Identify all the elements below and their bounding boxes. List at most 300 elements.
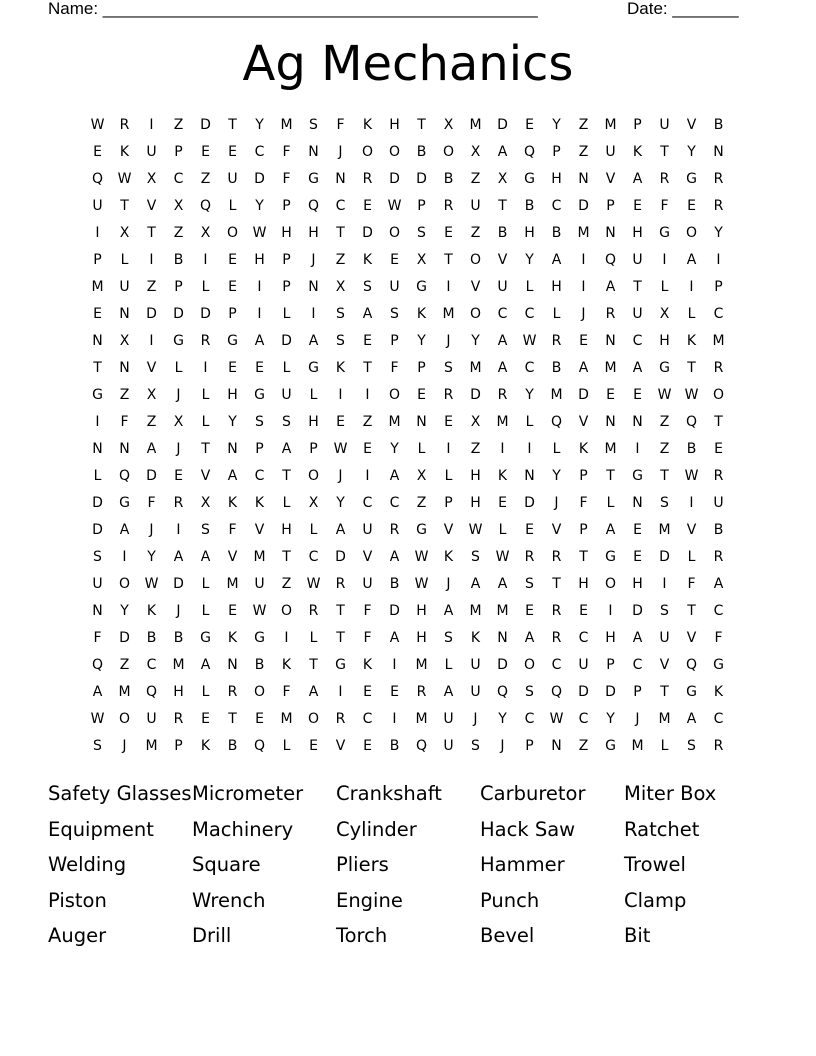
grid-letter[interactable]: Z (146, 414, 157, 430)
grid-letter[interactable]: Y (147, 549, 156, 565)
grid-letter[interactable]: H (389, 117, 400, 133)
grid-letter[interactable]: K (281, 657, 292, 673)
grid-letter[interactable]: X (173, 198, 184, 214)
grid-letter[interactable]: I (635, 441, 640, 457)
grid-letter[interactable]: I (311, 306, 316, 322)
grid-letter[interactable]: A (551, 252, 562, 268)
grid-letter[interactable]: Z (200, 171, 211, 187)
grid-letter[interactable]: I (500, 441, 505, 457)
grid-letter[interactable]: H (416, 630, 427, 646)
grid-letter[interactable]: E (255, 360, 264, 376)
grid-letter[interactable]: G (335, 657, 346, 673)
grid-letter[interactable]: C (389, 495, 400, 511)
grid-letter[interactable]: L (309, 387, 318, 403)
grid-letter[interactable]: B (524, 198, 535, 214)
grid-letter[interactable]: Y (552, 117, 561, 133)
grid-letter[interactable]: N (416, 414, 427, 430)
grid-letter[interactable]: F (714, 630, 723, 646)
grid-letter[interactable]: K (497, 468, 508, 484)
grid-letter[interactable]: I (446, 441, 451, 457)
grid-letter[interactable]: T (93, 360, 102, 376)
grid-letter[interactable]: L (282, 738, 291, 754)
grid-letter[interactable]: Z (362, 414, 373, 430)
grid-letter[interactable]: K (578, 441, 589, 457)
grid-letter[interactable]: V (200, 468, 211, 484)
grid-letter[interactable]: F (282, 144, 291, 160)
grid-letter[interactable]: E (525, 522, 534, 538)
grid-letter[interactable]: T (660, 684, 669, 700)
grid-letter[interactable]: W (522, 333, 537, 349)
grid-letter[interactable]: L (606, 495, 615, 511)
grid-letter[interactable]: P (606, 657, 615, 673)
grid-letter[interactable]: N (605, 225, 616, 241)
grid-letter[interactable]: V (605, 171, 616, 187)
grid-letter[interactable]: K (119, 144, 130, 160)
grid-letter[interactable]: T (228, 117, 237, 133)
grid-letter[interactable]: J (338, 144, 343, 160)
grid-letter[interactable]: A (632, 171, 643, 187)
grid-letter[interactable]: I (257, 279, 262, 295)
grid-letter[interactable]: W (252, 603, 267, 619)
grid-letter[interactable]: H (281, 522, 292, 538)
grid-letter[interactable]: U (389, 279, 400, 295)
grid-letter[interactable]: H (416, 603, 427, 619)
grid-letter[interactable]: G (173, 333, 184, 349)
grid-letter[interactable]: J (446, 576, 451, 592)
grid-letter[interactable]: A (443, 603, 454, 619)
grid-letter[interactable]: V (227, 549, 238, 565)
grid-letter[interactable]: C (524, 306, 535, 322)
grid-letter[interactable]: U (254, 576, 265, 592)
grid-letter[interactable]: P (606, 198, 615, 214)
grid-letter[interactable]: U (470, 657, 481, 673)
grid-letter[interactable]: Y (606, 711, 615, 727)
grid-letter[interactable]: W (657, 387, 672, 403)
grid-letter[interactable]: G (254, 630, 265, 646)
grid-letter[interactable]: W (549, 711, 564, 727)
grid-letter[interactable]: K (146, 603, 157, 619)
grid-letter[interactable]: P (444, 495, 453, 511)
grid-letter[interactable]: F (282, 684, 291, 700)
grid-letter[interactable]: B (173, 252, 184, 268)
grid-letter[interactable]: E (174, 468, 183, 484)
grid-letter[interactable]: G (659, 225, 670, 241)
grid-letter[interactable]: E (363, 333, 372, 349)
grid-letter[interactable]: C (308, 549, 319, 565)
grid-letter[interactable]: R (605, 306, 616, 322)
grid-letter[interactable]: P (714, 279, 723, 295)
grid-letter[interactable]: B (146, 630, 157, 646)
grid-letter[interactable]: D (389, 603, 400, 619)
grid-letter[interactable]: M (280, 117, 293, 133)
grid-letter[interactable]: C (497, 306, 508, 322)
grid-letter[interactable]: G (632, 468, 643, 484)
grid-letter[interactable]: E (579, 603, 588, 619)
grid-letter[interactable]: A (254, 333, 265, 349)
grid-letter[interactable]: F (147, 495, 156, 511)
grid-letter[interactable]: S (93, 549, 102, 565)
grid-letter[interactable]: G (308, 360, 319, 376)
grid-letter[interactable]: X (173, 414, 184, 430)
grid-letter[interactable]: I (392, 657, 397, 673)
grid-letter[interactable]: F (660, 198, 669, 214)
grid-letter[interactable]: R (227, 684, 238, 700)
grid-letter[interactable]: C (362, 495, 373, 511)
grid-letter[interactable]: A (227, 468, 238, 484)
grid-letter[interactable]: L (201, 279, 210, 295)
grid-letter[interactable]: P (309, 441, 318, 457)
grid-letter[interactable]: V (362, 549, 373, 565)
grid-letter[interactable]: G (605, 549, 616, 565)
grid-letter[interactable]: S (363, 279, 372, 295)
grid-letter[interactable]: G (416, 279, 427, 295)
grid-letter[interactable]: Y (120, 603, 129, 619)
grid-letter[interactable]: Y (228, 414, 237, 430)
grid-letter[interactable]: J (581, 306, 586, 322)
grid-letter[interactable]: D (281, 333, 292, 349)
grid-letter[interactable]: E (390, 684, 399, 700)
grid-letter[interactable]: E (525, 603, 534, 619)
grid-letter[interactable]: N (227, 441, 238, 457)
grid-letter[interactable]: D (578, 387, 589, 403)
grid-letter[interactable]: U (470, 684, 481, 700)
grid-letter[interactable]: X (200, 495, 211, 511)
grid-letter[interactable]: M (658, 522, 671, 538)
grid-letter[interactable]: M (604, 117, 617, 133)
grid-letter[interactable]: C (632, 657, 643, 673)
grid-letter[interactable]: R (713, 738, 724, 754)
grid-letter[interactable]: F (390, 360, 399, 376)
grid-letter[interactable]: A (146, 441, 157, 457)
grid-letter[interactable]: O (388, 225, 401, 241)
grid-letter[interactable]: I (95, 414, 100, 430)
grid-letter[interactable]: L (687, 306, 696, 322)
grid-letter[interactable]: F (93, 630, 102, 646)
grid-letter[interactable]: S (660, 603, 669, 619)
grid-letter[interactable]: G (119, 495, 130, 511)
grid-letter[interactable]: L (687, 549, 696, 565)
grid-letter[interactable]: E (255, 711, 264, 727)
grid-letter[interactable]: M (604, 441, 617, 457)
grid-letter[interactable]: Q (199, 198, 212, 214)
grid-letter[interactable]: R (713, 360, 724, 376)
grid-letter[interactable]: Y (525, 387, 534, 403)
grid-letter[interactable]: L (498, 522, 507, 538)
grid-letter[interactable]: G (686, 171, 697, 187)
grid-letter[interactable]: Y (417, 333, 426, 349)
grid-letter[interactable]: K (443, 549, 454, 565)
grid-letter[interactable]: Q (118, 468, 131, 484)
grid-letter[interactable]: K (362, 117, 373, 133)
grid-letter[interactable]: O (442, 144, 455, 160)
grid-letter[interactable]: T (282, 549, 291, 565)
grid-letter[interactable]: X (335, 279, 346, 295)
grid-letter[interactable]: T (687, 360, 696, 376)
grid-letter[interactable]: J (176, 387, 181, 403)
grid-letter[interactable]: X (443, 117, 454, 133)
grid-letter[interactable]: V (497, 252, 508, 268)
grid-letter[interactable]: E (363, 684, 372, 700)
grid-letter[interactable]: I (122, 549, 127, 565)
grid-letter[interactable]: I (392, 711, 397, 727)
grid-letter[interactable]: S (525, 576, 534, 592)
grid-letter[interactable]: Z (470, 171, 481, 187)
grid-letter[interactable]: D (92, 522, 103, 538)
grid-letter[interactable]: L (201, 684, 210, 700)
grid-letter[interactable]: E (606, 387, 615, 403)
grid-letter[interactable]: J (554, 495, 559, 511)
grid-letter[interactable]: S (471, 549, 480, 565)
grid-letter[interactable]: I (149, 333, 154, 349)
grid-letter[interactable]: L (93, 468, 102, 484)
grid-letter[interactable]: C (632, 333, 643, 349)
grid-letter[interactable]: X (146, 171, 157, 187)
grid-letter[interactable]: H (254, 252, 265, 268)
grid-letter[interactable]: Z (659, 441, 670, 457)
grid-letter[interactable]: Z (119, 387, 130, 403)
grid-letter[interactable]: J (338, 468, 343, 484)
grid-letter[interactable]: W (90, 117, 105, 133)
grid-letter[interactable]: D (470, 387, 481, 403)
grid-letter[interactable]: U (497, 279, 508, 295)
grid-letter[interactable]: E (228, 360, 237, 376)
grid-letter[interactable]: T (120, 198, 129, 214)
grid-letter[interactable]: E (336, 414, 345, 430)
grid-letter[interactable]: N (632, 495, 643, 511)
grid-letter[interactable]: D (578, 198, 589, 214)
grid-letter[interactable]: B (173, 630, 184, 646)
grid-letter[interactable]: K (254, 495, 265, 511)
grid-letter[interactable]: I (365, 387, 370, 403)
grid-letter[interactable]: A (200, 657, 211, 673)
grid-letter[interactable]: R (443, 198, 454, 214)
grid-letter[interactable]: Y (714, 225, 723, 241)
grid-letter[interactable]: D (200, 306, 211, 322)
grid-letter[interactable]: J (149, 522, 154, 538)
grid-letter[interactable]: X (200, 225, 211, 241)
grid-letter[interactable]: O (469, 306, 482, 322)
grid-letter[interactable]: K (335, 360, 346, 376)
grid-letter[interactable]: A (524, 630, 535, 646)
grid-letter[interactable]: I (203, 360, 208, 376)
grid-letter[interactable]: E (417, 387, 426, 403)
grid-letter[interactable]: E (201, 144, 210, 160)
grid-letter[interactable]: Q (91, 657, 104, 673)
grid-letter[interactable]: M (253, 549, 266, 565)
grid-letter[interactable]: H (578, 576, 589, 592)
grid-letter[interactable]: I (176, 522, 181, 538)
grid-letter[interactable]: Q (415, 738, 428, 754)
grid-letter[interactable]: A (497, 144, 508, 160)
grid-letter[interactable]: J (500, 738, 505, 754)
grid-letter[interactable]: X (308, 495, 319, 511)
grid-letter[interactable]: S (201, 522, 210, 538)
grid-letter[interactable]: N (92, 333, 103, 349)
grid-letter[interactable]: Y (525, 252, 534, 268)
grid-letter[interactable]: R (713, 198, 724, 214)
grid-letter[interactable]: A (281, 441, 292, 457)
date-field[interactable]: Date: _______ (627, 0, 739, 18)
grid-letter[interactable]: P (93, 252, 102, 268)
grid-letter[interactable]: A (119, 522, 130, 538)
grid-letter[interactable]: L (552, 306, 561, 322)
grid-letter[interactable]: A (632, 630, 643, 646)
grid-letter[interactable]: O (253, 684, 266, 700)
grid-letter[interactable]: V (146, 360, 157, 376)
grid-letter[interactable]: N (605, 333, 616, 349)
grid-letter[interactable]: A (686, 711, 697, 727)
grid-letter[interactable]: S (687, 738, 696, 754)
grid-letter[interactable]: J (311, 252, 316, 268)
grid-letter[interactable]: W (468, 522, 483, 538)
grid-letter[interactable]: P (417, 360, 426, 376)
grid-letter[interactable]: S (444, 630, 453, 646)
grid-letter[interactable]: L (417, 441, 426, 457)
grid-letter[interactable]: O (712, 387, 725, 403)
grid-letter[interactable]: K (362, 252, 373, 268)
grid-letter[interactable]: M (415, 711, 428, 727)
grid-letter[interactable]: G (416, 522, 427, 538)
grid-letter[interactable]: O (280, 603, 293, 619)
grid-letter[interactable]: I (149, 252, 154, 268)
grid-letter[interactable]: U (362, 522, 373, 538)
grid-letter[interactable]: T (660, 468, 669, 484)
grid-letter[interactable]: F (120, 414, 129, 430)
grid-letter[interactable]: I (203, 252, 208, 268)
grid-letter[interactable]: M (91, 279, 104, 295)
grid-letter[interactable]: I (149, 117, 154, 133)
grid-letter[interactable]: E (390, 252, 399, 268)
grid-letter[interactable]: E (309, 738, 318, 754)
grid-letter[interactable]: W (90, 711, 105, 727)
grid-letter[interactable]: V (686, 117, 697, 133)
grid-letter[interactable]: Z (578, 117, 589, 133)
grid-letter[interactable]: S (471, 738, 480, 754)
grid-letter[interactable]: N (119, 306, 130, 322)
grid-letter[interactable]: L (525, 414, 534, 430)
grid-letter[interactable]: N (713, 144, 724, 160)
grid-letter[interactable]: A (497, 576, 508, 592)
grid-letter[interactable]: E (363, 441, 372, 457)
grid-letter[interactable]: U (362, 576, 373, 592)
grid-letter[interactable]: H (308, 414, 319, 430)
grid-letter[interactable]: T (687, 603, 696, 619)
grid-letter[interactable]: F (336, 117, 345, 133)
grid-letter[interactable]: U (659, 630, 670, 646)
grid-letter[interactable]: R (713, 468, 724, 484)
grid-letter[interactable]: F (579, 495, 588, 511)
grid-letter[interactable]: O (118, 576, 131, 592)
grid-letter[interactable]: D (578, 684, 589, 700)
grid-letter[interactable]: T (336, 603, 345, 619)
grid-letter[interactable]: K (200, 738, 211, 754)
grid-letter[interactable]: B (551, 360, 562, 376)
grid-letter[interactable]: E (228, 603, 237, 619)
grid-letter[interactable]: R (308, 603, 319, 619)
grid-letter[interactable]: O (469, 252, 482, 268)
grid-letter[interactable]: K (713, 684, 724, 700)
grid-letter[interactable]: H (551, 279, 562, 295)
grid-letter[interactable]: V (470, 279, 481, 295)
grid-letter[interactable]: K (362, 657, 373, 673)
grid-letter[interactable]: R (551, 549, 562, 565)
grid-letter[interactable]: L (174, 360, 183, 376)
grid-letter[interactable]: U (443, 738, 454, 754)
grid-letter[interactable]: Y (336, 495, 345, 511)
grid-letter[interactable]: X (416, 252, 427, 268)
grid-letter[interactable]: Z (470, 441, 481, 457)
grid-letter[interactable]: A (92, 684, 103, 700)
grid-letter[interactable]: R (443, 387, 454, 403)
grid-letter[interactable]: W (684, 387, 699, 403)
grid-letter[interactable]: Z (146, 279, 157, 295)
grid-letter[interactable]: A (362, 306, 373, 322)
grid-letter[interactable]: W (684, 468, 699, 484)
grid-letter[interactable]: A (308, 684, 319, 700)
grid-letter[interactable]: X (470, 144, 481, 160)
grid-letter[interactable]: F (687, 576, 696, 592)
grid-letter[interactable]: C (551, 198, 562, 214)
grid-letter[interactable]: D (254, 171, 265, 187)
grid-letter[interactable]: B (389, 738, 400, 754)
grid-letter[interactable]: G (605, 738, 616, 754)
grid-letter[interactable]: N (119, 441, 130, 457)
grid-letter[interactable]: I (581, 279, 586, 295)
grid-letter[interactable]: S (390, 306, 399, 322)
grid-letter[interactable]: D (200, 117, 211, 133)
grid-letter[interactable]: V (146, 198, 157, 214)
grid-letter[interactable]: Z (578, 738, 589, 754)
grid-letter[interactable]: F (363, 603, 372, 619)
grid-letter[interactable]: A (335, 522, 346, 538)
grid-letter[interactable]: H (551, 171, 562, 187)
grid-letter[interactable]: M (172, 657, 185, 673)
grid-letter[interactable]: M (415, 657, 428, 673)
grid-letter[interactable]: L (282, 360, 291, 376)
grid-letter[interactable]: J (176, 603, 181, 619)
grid-letter[interactable]: E (93, 144, 102, 160)
grid-letter[interactable]: G (713, 657, 724, 673)
grid-letter[interactable]: B (686, 441, 697, 457)
grid-letter[interactable]: J (122, 738, 127, 754)
grid-letter[interactable]: I (662, 576, 667, 592)
grid-letter[interactable]: R (713, 549, 724, 565)
grid-letter[interactable]: P (228, 306, 237, 322)
grid-letter[interactable]: V (335, 738, 346, 754)
grid-letter[interactable]: P (552, 144, 561, 160)
grid-letter[interactable]: O (685, 225, 698, 241)
grid-letter[interactable]: R (659, 171, 670, 187)
grid-letter[interactable]: V (686, 522, 697, 538)
grid-letter[interactable]: D (389, 171, 400, 187)
grid-letter[interactable]: M (469, 360, 482, 376)
grid-letter[interactable]: N (578, 171, 589, 187)
grid-letter[interactable]: X (659, 306, 670, 322)
grid-letter[interactable]: Q (550, 414, 563, 430)
grid-letter[interactable]: H (173, 684, 184, 700)
grid-letter[interactable]: A (470, 576, 481, 592)
grid-letter[interactable]: I (581, 252, 586, 268)
grid-letter[interactable]: M (280, 711, 293, 727)
grid-letter[interactable]: U (227, 171, 238, 187)
grid-letter[interactable]: T (714, 414, 723, 430)
grid-letter[interactable]: C (713, 603, 724, 619)
grid-letter[interactable]: N (632, 414, 643, 430)
grid-letter[interactable]: J (473, 711, 478, 727)
grid-letter[interactable]: Q (685, 414, 698, 430)
grid-letter[interactable]: A (632, 360, 643, 376)
grid-letter[interactable]: Q (91, 171, 104, 187)
